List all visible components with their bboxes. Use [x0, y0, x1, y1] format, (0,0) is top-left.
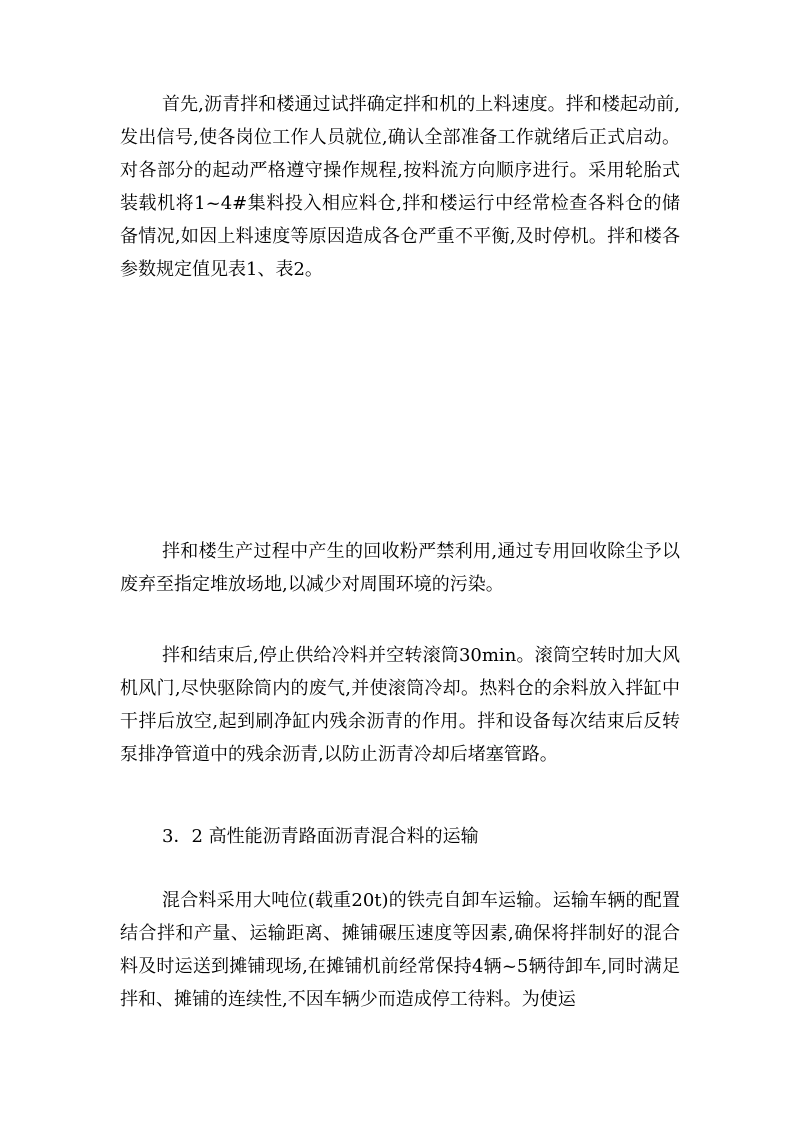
paragraph-transport: 混合料采用大吨位(载重20t)的铁壳自卸车运输。运输车辆的配置结合拌和产量、运输距离、摊铺碾压速度等因素,确保将拌制好的混合料及时运送到摊铺现场,在摊铺机前经常保持4辆~5辆待卸车,同时满足拌和、摊铺的连续性,不因车辆少而造成停工待料。为使运 [120, 890, 680, 1010]
section-heading: 3．2 高性能沥青路面沥青混合料的运输 [162, 826, 479, 847]
paragraph-dust-recovery: 拌和楼生产过程中产生的回收粉严禁利用,通过专用回收除尘予以废弃至指定堆放场地,以减少对周围环境的污染。 [120, 541, 680, 595]
paragraph-mixing-startup: 首先,沥青拌和楼通过试拌确定拌和机的上料速度。拌和楼起动前,发出信号,使各岗位工作人员就位,确认全部准备工作就绪后正式启动。对各部分的起动严格遵守操作规程,按料流方向顺序进行。采用轮胎式装载机将1~4#集料投入相应料仓,拌和楼运行中经常检查各料仓的储备情况,如因上料速度等原因造成各仓严重不平衡,及时停机。拌和楼各参数规定值见表1、表2。 [120, 94, 680, 280]
paragraph-mixing-shutdown: 拌和结束后,停止供给冷料并空转滚筒30min。滚筒空转时加大风机风门,尽快驱除筒内的废气,并使滚筒冷却。热料仓的余料放入拌缸中干拌后放空,起到刷净缸内残余沥青的作用。拌和设备每次结束后反转泵排净管道中的残余沥青,以防止沥青冷却后堵塞管路。 [120, 645, 680, 765]
